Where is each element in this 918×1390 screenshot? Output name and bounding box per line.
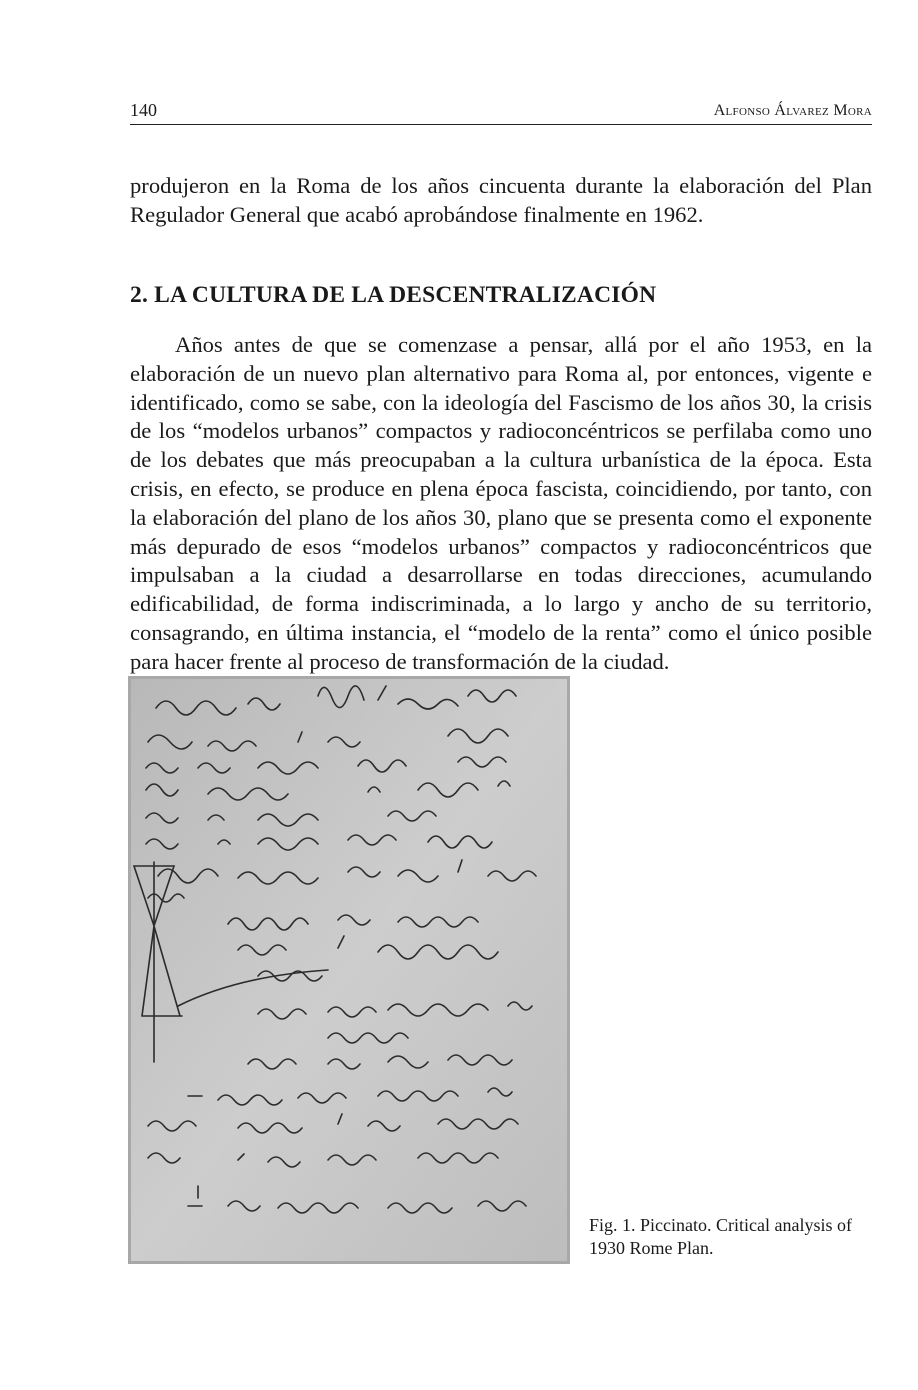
running-head-author: Alfonso Álvarez Mora: [713, 102, 872, 119]
body-paragraph: Años antes de que se comenzase a pensar, allá por el año 1953, en la elaboración de un nuevo plan alternativo para Roma al, por entonces, vigente e identificado, como se sabe, con la ideología del Fascismo de los años 30, la crisis de los “modelos urbanos” compactos y radioconcéntricos se perfilaba como uno de los debates que más preocupaban a la cultura urbanística de la época. Esta crisis, en efecto, se produce en plena época fascista, coincidiendo, por tanto, con la elaboración del plano de los años 30, plano que se presenta como el exponente más depurado de esos “modelos urbanos” compactos y radioconcéntricos que impulsaban a la ciudad a desarrollarse en todas direcciones, acumulando edificabilidad, de forma indiscriminada, a lo largo y ancho de su territorio, consagrando, en última instancia, el “modelo de la renta” como el único posible para hacer frente al proceso de transformación de la ciudad.: [130, 332, 872, 674]
section-heading: 2. LA CULTURA DE LA DESCENTRALIZACIÓN: [130, 282, 657, 308]
page-number: 140: [130, 100, 157, 120]
figure-caption: Fig. 1. Piccinato. Critical analysis of 1930 Rome Plan.: [589, 1215, 852, 1258]
handwritten-manuscript-image: [128, 676, 570, 1264]
continued-paragraph: produjeron en la Roma de los años cincuenta durante la elaboración del Plan Regulador General que acabó aprobándose finalmente en 1962.: [130, 173, 872, 227]
running-head: [130, 100, 872, 125]
